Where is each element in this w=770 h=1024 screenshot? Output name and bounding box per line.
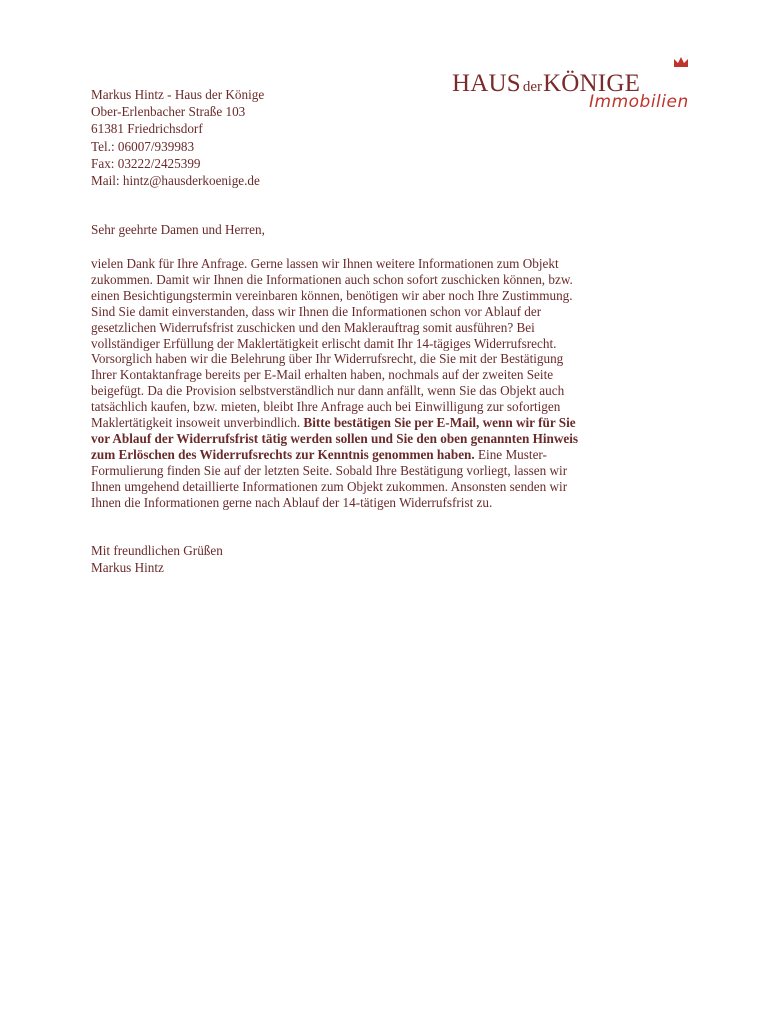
sender-name: Markus Hintz - Haus der Könige [91,87,265,102]
body-line: Ihnen die Informationen gerne nach Ablauf der 14-tätigen Widerrufsfrist zu. [91,494,493,510]
body-line [91,415,681,431]
crown-icon [673,56,689,68]
logo-word-koenige: KÖNIGE [543,70,641,97]
sender-city: 61381 Friedrichsdorf [91,121,203,137]
body-line: Sind Sie damit einverstanden, dass wir Ihnen die Informationen schon vor Ablauf der [91,303,542,319]
body-line: Formulierung finden Sie auf der letzten Seite. Sobald Ihre Bestätigung vorliegt, lassen wir [91,462,568,478]
body-line: Ihrer Kontaktanfrage bereits per E-Mail erhalten haben, nochmals auf der zweiten Seite [91,367,554,383]
body-text-plain: Maklertätigkeit insoweit unverbindlich. [91,415,304,431]
body-line: zukommen. Damit wir Ihnen die Informationen auch schon sofort zuschicken können, bzw. [91,271,573,287]
sender-street: Ober-Erlenbacher Straße 103 [91,104,246,120]
logo-word-der: der [522,79,543,95]
logo-word-haus: HAUS [452,70,521,97]
body-line: vielen Dank für Ihre Anfrage. Gerne lassen wir Ihnen weitere Informationen zum Objekt [91,256,559,271]
body-line [91,447,681,463]
body-line: Ihnen umgehend detaillierte Informationen zum Objekt zukommen. Ansonsten senden wir [91,478,568,494]
closing-block [91,542,223,576]
body-line: gesetzlichen Widerrufsfrist zuschicken und den Maklerauftrag somit ausführen? Bei [91,319,535,335]
body-line: Vorsorglich haben wir die Belehrung über Ihr Widerrufsrecht, die Sie mit der Bestätigung [91,351,564,367]
sender-fax: Fax: 03222/2425399 [91,155,201,171]
body-text-emphasis: zum Erlöschen des Widerrufsrechts zur Kenntnis genommen haben. [91,446,475,462]
signature-name: Markus Hintz [91,560,164,576]
body-line: einen Besichtigungstermin vereinbaren können, benötigen wir aber noch Ihre Zustimmung. [91,287,573,303]
body-text-emphasis: Bitte bestätigen Sie per E-Mail, wenn wir für Sie [303,415,576,431]
closing-greeting: Mit freundlichen Grüßen [91,543,223,558]
body-text-plain: Eine Muster- [474,446,547,462]
body-line [91,431,681,447]
letter-body [91,256,681,511]
company-logo [452,56,712,118]
body-line: vollständiger Erfüllung der Maklertätigkeit erlischt damit Ihr 14-tägiges Widerrufsrecht. [91,335,557,351]
body-line: tatsächlich kaufen, bzw. mieten, bleibt Ihre Anfrage auch bei Einwilligung zur sofortigen [91,399,561,415]
sender-email: Mail: hintz@hausderkoenige.de [91,173,260,189]
sender-address-block [91,86,264,189]
body-text-emphasis: vor Ablauf der Widerrufsfrist tätig werden sollen und Sie den oben genannten Hinweis [91,430,579,446]
salutation: Sehr geehrte Damen und Herren, [91,222,265,237]
body-line: beigefügt. Da die Provision selbstverständlich nur dann anfällt, wenn Sie das Objekt auch [91,383,565,399]
logo-subtitle: Immobilien [589,92,689,112]
sender-phone: Tel.: 06007/939983 [91,138,195,154]
